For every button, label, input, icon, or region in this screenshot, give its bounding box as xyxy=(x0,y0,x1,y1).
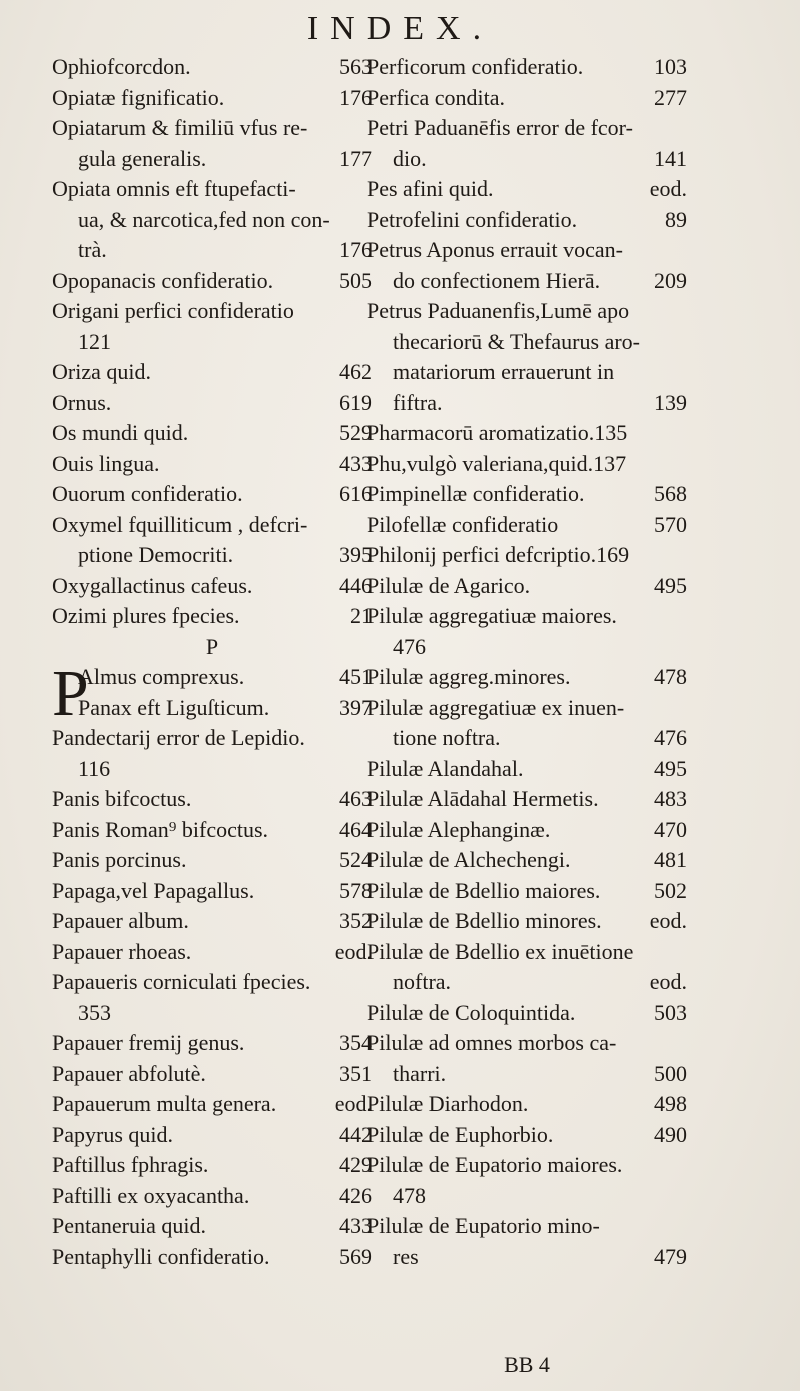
index-entry xyxy=(52,937,372,968)
index-entry xyxy=(367,52,687,83)
entry-page-number: 529 xyxy=(339,420,372,445)
entry-page-number: 176 xyxy=(339,237,372,262)
entry-page-number: 463 xyxy=(339,786,372,811)
index-column-right xyxy=(367,52,687,1272)
entry-page-number: 354 xyxy=(339,1030,372,1055)
entry-page-number: 352 xyxy=(339,908,372,933)
entry-text: trà. xyxy=(78,237,107,262)
entry-page-number: 476 xyxy=(654,725,687,750)
entry-page-number: 139 xyxy=(654,389,687,415)
entry-page-number: 21 xyxy=(350,603,372,628)
index-entry xyxy=(52,876,372,907)
index-entry xyxy=(52,1242,372,1273)
entry-page-number: 619 xyxy=(339,389,372,415)
index-entry xyxy=(367,1211,687,1242)
entry-text: Papauer album. xyxy=(52,908,189,933)
index-entry xyxy=(367,1120,687,1151)
entry-page-number: 103 xyxy=(654,54,687,79)
entry-text: Pes afini quid. xyxy=(367,176,494,201)
index-entry xyxy=(52,571,372,602)
index-entry xyxy=(52,52,372,83)
entry-page-number: 442 xyxy=(339,1121,372,1147)
entry-text: Opiata omnis eft ftupefacti- xyxy=(52,176,296,201)
index-entry xyxy=(367,205,687,236)
entry-page-number: 498 xyxy=(654,1091,687,1116)
index-entry xyxy=(367,357,687,388)
index-entry xyxy=(367,296,687,327)
index-entry xyxy=(52,998,372,1029)
index-entry xyxy=(52,296,372,327)
entry-text: 353 xyxy=(78,999,111,1025)
index-entry xyxy=(52,479,372,510)
index-entry xyxy=(367,815,687,846)
entry-text: Pilulæ aggreg.minores. xyxy=(367,664,571,689)
index-entry xyxy=(52,266,372,297)
entry-text: Ornus. xyxy=(52,389,112,415)
index-entry xyxy=(367,876,687,907)
index-entry xyxy=(367,571,687,602)
index-entry xyxy=(367,83,687,114)
index-column-left xyxy=(52,52,372,1272)
entry-text: Petrus Aponus errauit vocan- xyxy=(367,237,623,262)
index-entry xyxy=(52,510,372,541)
entry-text: Papaga,vel Papagallus. xyxy=(52,877,255,903)
entry-page-number: 446 xyxy=(339,572,372,598)
entry-page-number: 495 xyxy=(654,755,687,781)
index-entry xyxy=(52,815,372,846)
entry-page-number: 462 xyxy=(339,359,372,384)
entry-text: Papauer fremij genus. xyxy=(52,1030,245,1055)
entry-text: Panis bifcoctus. xyxy=(52,786,192,811)
catchword: BB 4 xyxy=(504,1352,550,1377)
entry-text: Pimpinellæ confideratio. xyxy=(367,481,585,506)
index-entry xyxy=(367,1150,687,1181)
index-entry xyxy=(367,1242,687,1273)
entry-page-number: 397 xyxy=(339,694,372,720)
index-entry xyxy=(52,205,372,236)
index-entry xyxy=(52,235,372,266)
entry-text: Petrus Paduanenfis,Lumē apo xyxy=(367,298,630,323)
index-entry xyxy=(52,1089,372,1120)
entry-text: Petrofelini confideratio. xyxy=(367,206,578,232)
entry-page-number: 277 xyxy=(654,84,687,110)
entry-text: res xyxy=(393,1243,419,1269)
entry-page-number: 490 xyxy=(654,1121,687,1147)
entry-page-number: 479 xyxy=(654,1243,687,1269)
index-entry xyxy=(367,937,687,968)
entry-text: Panis porcinus. xyxy=(52,847,187,872)
index-entry xyxy=(367,967,687,998)
index-entry xyxy=(52,784,372,815)
index-entry xyxy=(367,784,687,815)
entry-text: Ouorum confideratio. xyxy=(52,481,243,506)
entry-text: Opopanacis confideratio. xyxy=(52,267,274,293)
entry-text: Petri Paduanēfis error de fcor- xyxy=(367,115,633,140)
entry-text: Perficorum confideratio. xyxy=(367,54,584,79)
index-entry xyxy=(52,388,372,419)
entry-page-number: 451 xyxy=(339,664,372,689)
entry-text: Ophiofcorcdon. xyxy=(52,54,191,79)
entry-page-number: 570 xyxy=(654,511,687,537)
index-entry xyxy=(52,449,372,480)
entry-text: Pilulæ de Alchechengi. xyxy=(367,847,571,872)
index-entry xyxy=(52,601,372,632)
entry-text: Pilulæ ad omnes morbos ca- xyxy=(367,1030,617,1055)
entry-text: Pilulæ de Agarico. xyxy=(367,572,531,598)
index-entry xyxy=(367,1028,687,1059)
entry-text: ptione Democriti. xyxy=(78,542,234,567)
page-header: INDEX. xyxy=(306,10,494,47)
entry-text: Pilulæ Alephanginæ. xyxy=(367,816,551,842)
entry-page-number: 578 xyxy=(339,877,372,903)
entry-text: gula generalis. xyxy=(78,145,207,171)
entry-text: Pilulæ de Eupatorio maiores. xyxy=(367,1152,623,1177)
index-entry xyxy=(367,693,687,724)
index-entry xyxy=(52,144,372,175)
entry-text: fiftra. xyxy=(393,389,443,415)
entry-text: Phu,vulgò valeriana,quid.137 xyxy=(367,450,627,476)
entry-text: Opiatæ fignificatio. xyxy=(52,84,225,110)
entry-page-number: 502 xyxy=(654,877,687,903)
index-entry xyxy=(52,1150,372,1181)
entry-text: Ozimi plures fpecies. xyxy=(52,603,240,628)
entry-text: Pilulæ de Bdellio minores. xyxy=(367,908,602,933)
entry-text: Pentaphylli confideratio. xyxy=(52,1243,270,1269)
entry-page-number: 433 xyxy=(339,450,372,476)
entry-text: Pilulæ de Bdellio ex inuētione xyxy=(367,938,634,964)
entry-text: Pilulæ de Eupatorio mino- xyxy=(367,1213,600,1238)
entry-page-number: 176 xyxy=(339,84,372,110)
index-entry xyxy=(52,967,372,998)
entry-text: 121 xyxy=(78,328,111,354)
index-entry xyxy=(52,540,372,571)
entry-text: Perfica condita. xyxy=(367,84,506,110)
entry-text: Opiatarum & fimiliū vfus re- xyxy=(52,115,308,140)
entry-text: Pilulæ Diarhodon. xyxy=(367,1091,529,1116)
index-entry xyxy=(367,1059,687,1090)
entry-text: Almus comprexus. xyxy=(78,664,245,689)
entry-text: Papauer rhoeas. xyxy=(52,938,192,964)
index-entry xyxy=(367,632,687,663)
index-entry xyxy=(52,1028,372,1059)
index-entry xyxy=(52,83,372,114)
index-entry xyxy=(52,327,372,358)
index-entry xyxy=(52,1181,372,1212)
entry-page-number: 616 xyxy=(339,481,372,506)
index-entry xyxy=(367,601,687,632)
entry-page-number: 351 xyxy=(339,1060,372,1086)
entry-text: tione noftra. xyxy=(393,725,501,750)
entry-text: thecariorū & Thefaurus aro- xyxy=(393,328,640,354)
entry-text: tharri. xyxy=(393,1060,447,1086)
entry-text: 476 xyxy=(393,633,426,659)
entry-text: Os mundi quid. xyxy=(52,420,189,445)
index-entry xyxy=(367,418,687,449)
entry-text: Philonij perfici defcriptio.169 xyxy=(367,542,630,567)
entry-page-number: 426 xyxy=(339,1182,372,1208)
entry-page-number: 141 xyxy=(654,145,687,171)
entry-page-number: 429 xyxy=(339,1152,372,1177)
entry-page-number: 503 xyxy=(654,999,687,1025)
entry-text: noftra. xyxy=(393,969,452,994)
index-entry xyxy=(367,144,687,175)
index-entry xyxy=(367,845,687,876)
index-entry xyxy=(52,1211,372,1242)
index-entry xyxy=(52,1120,372,1151)
entry-text: Pilulæ Alandahal. xyxy=(367,755,524,781)
index-entry xyxy=(52,906,372,937)
entry-text: Paftilli ex oxyacantha. xyxy=(52,1182,250,1208)
entry-text: Papaueris corniculati fpecies. xyxy=(52,969,311,994)
drop-cap: P xyxy=(52,657,89,730)
entry-text: Origani perfici confideratio xyxy=(52,298,294,323)
index-entry xyxy=(367,449,687,480)
entry-page-number: eod. xyxy=(334,1091,372,1116)
entry-page-number: 89 xyxy=(665,206,687,232)
entry-text: Oriza quid. xyxy=(52,359,151,384)
index-entry xyxy=(52,418,372,449)
entry-page-number: 478 xyxy=(654,664,687,689)
section-letter xyxy=(52,632,372,663)
entry-text: Papauer abfolutè. xyxy=(52,1060,206,1086)
entry-text: Pilulæ de Coloquintida. xyxy=(367,999,576,1025)
index-entry xyxy=(367,1181,687,1212)
entry-text: Oxygallactinus cafeus. xyxy=(52,572,253,598)
entry-page-number: 395 xyxy=(339,542,372,567)
entry-page-number: 209 xyxy=(654,267,687,293)
entry-page-number: 524 xyxy=(339,847,372,872)
index-entry xyxy=(52,754,372,785)
entry-text: Papyrus quid. xyxy=(52,1121,173,1147)
entry-text: Paftillus fphragis. xyxy=(52,1152,209,1177)
index-entry xyxy=(367,723,687,754)
entry-page-number: 470 xyxy=(654,816,687,842)
entry-page-number: 464 xyxy=(339,816,372,842)
index-entry xyxy=(367,1089,687,1120)
entry-text: 116 xyxy=(78,755,111,781)
index-entry xyxy=(367,662,687,693)
entry-page-number: 483 xyxy=(654,786,687,811)
entry-page-number: 568 xyxy=(654,481,687,506)
index-entry xyxy=(52,723,372,754)
entry-text: ua, & narcotica,fed non con- xyxy=(78,206,330,232)
index-entry xyxy=(367,266,687,297)
index-entry xyxy=(52,113,372,144)
entry-text: Panis Roman⁹ bifcoctus. xyxy=(52,816,269,842)
entry-text: Pandectarij error de Lepidio. xyxy=(52,725,305,750)
entry-page-number: 563 xyxy=(339,54,372,79)
index-entry xyxy=(367,113,687,144)
entry-text: dio. xyxy=(393,145,427,171)
index-entry xyxy=(367,235,687,266)
entry-page-number: eod. xyxy=(649,908,687,933)
entry-text: Pilulæ de Bdellio maiores. xyxy=(367,877,601,903)
index-entry xyxy=(367,479,687,510)
index-entry xyxy=(367,174,687,205)
entry-page-number: 495 xyxy=(654,572,687,598)
entry-text: Papauerum multa genera. xyxy=(52,1091,277,1116)
entry-page-number: 500 xyxy=(654,1060,687,1086)
entry-page-number: eod. xyxy=(334,938,372,964)
entry-text: Pilulæ aggregatiuæ ex inuen- xyxy=(367,694,625,720)
entry-text: 478 xyxy=(393,1182,426,1208)
index-entry xyxy=(367,510,687,541)
entry-page-number: 505 xyxy=(339,267,372,293)
entry-text: Pentaneruia quid. xyxy=(52,1213,206,1238)
entry-text: Pharmacorū aromatizatio.135 xyxy=(367,420,628,445)
entry-text: Oxymel fquilliticum , defcri- xyxy=(52,511,308,537)
index-entry xyxy=(367,388,687,419)
entry-page-number: 433 xyxy=(339,1213,372,1238)
index-entry xyxy=(52,357,372,388)
index-entry xyxy=(367,998,687,1029)
entry-text: Pilofellæ confideratio xyxy=(367,511,559,537)
entry-text: Ouis lingua. xyxy=(52,450,160,476)
entry-text: Pilulæ aggregatiuæ maiores. xyxy=(367,603,617,628)
entry-page-number: 569 xyxy=(339,1243,372,1269)
index-entry xyxy=(367,906,687,937)
index-entry xyxy=(52,693,372,724)
entry-page-number: 481 xyxy=(654,847,687,872)
entry-text: matariorum errauerunt in xyxy=(393,359,615,384)
entry-text: do confectionem Hierā. xyxy=(393,267,601,293)
entry-text: P xyxy=(205,633,219,659)
entry-page-number: eod. xyxy=(649,176,687,201)
entry-page-number: 177 xyxy=(339,145,372,171)
entry-text: Panax eft Liguſticum. xyxy=(78,694,270,720)
entry-text: Pilulæ de Euphorbio. xyxy=(367,1121,554,1147)
entry-page-number: eod. xyxy=(649,969,687,994)
index-entry xyxy=(367,540,687,571)
index-entry xyxy=(52,845,372,876)
index-entry xyxy=(52,1059,372,1090)
index-entry xyxy=(367,327,687,358)
entry-text: Pilulæ Alādahal Hermetis. xyxy=(367,786,599,811)
index-entry xyxy=(52,174,372,205)
index-entry xyxy=(367,754,687,785)
